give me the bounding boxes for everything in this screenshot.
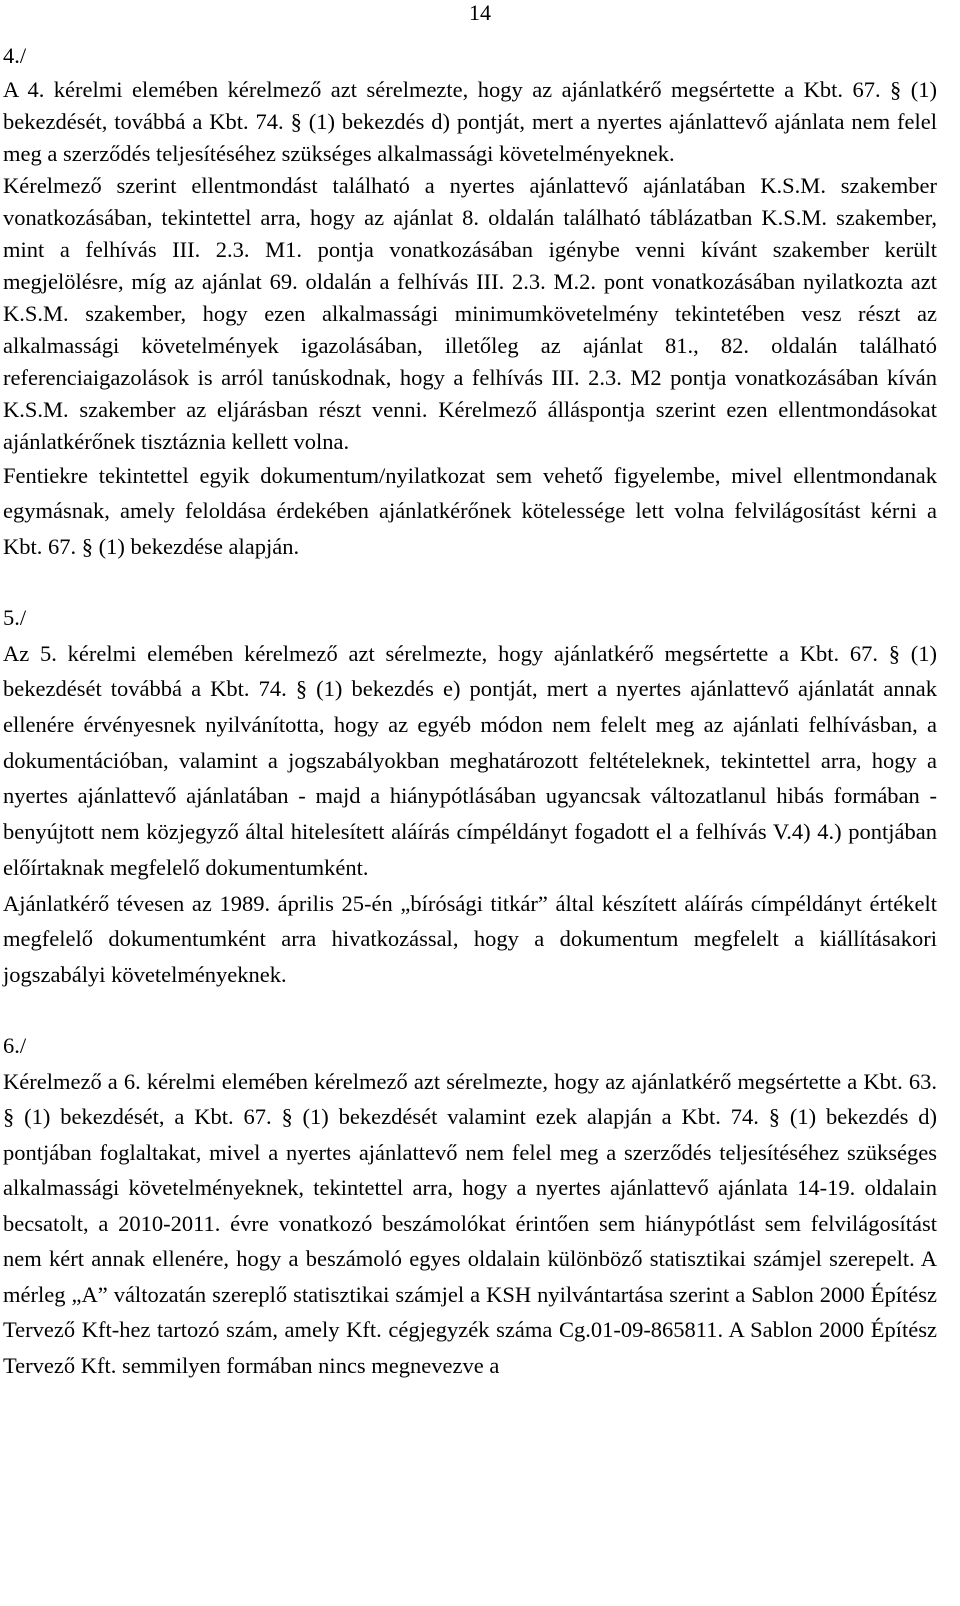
blank-line: [3, 993, 937, 1029]
paragraph: Kérelmező szerint ellentmondást található a nyertes ajánlattevő ajánlatában K.S.M. szakember vonatkozásában, tekintettel arra, hogy az ajánlat 8. oldalán található táblázatban K.S.M. szakember, mint a felhívás III. 2.3. M1. pontja vonatkozásában igénybe venni kívánt szakember került megjelölésre, míg az ajánlat 69. oldalán a felhívás III. 2.3. M.2. pont vonatkozásában nyilatkozta azt K.S.M. szakember, hogy ezen alkalmassági minimumkövetelmény tekintetében vesz részt az alkalmassági követelmények igazolásában, illetőleg az ajánlat 81., 82. oldalán található referenciaigazolások is arról tanúskodnak, hogy a felhívás III. 2.3. M2 pontja vonatkozásában kíván K.S.M. szakember az eljárásban részt venni. Kérelmező álláspontja szerint ezen ellentmondásokat ajánlatkérőnek tisztáznia kellett volna.: [3, 172, 937, 454]
paragraph: Kérelmező a 6. kérelmi elemében kérelmező azt sérelmezte, hogy az ajánlatkérő megsértette a Kbt. 63. § (1) bekezdését, a Kbt. 67. § (1) bekezdését valamint ezek alapján a Kbt. 74. § (1) bekezdés d) pontjában foglaltakat, mivel a nyertes ajánlattevő nem felel meg a szerződés teljesítéséhez szükséges alkalmassági követelményeknek, tekintettel arra, hogy a nyertes ajánlattevő ajánlata 14-19. oldalain becsatolt, a 2010-2011. évre vonatkozó beszámolókat érintően sem hiánypótlást sem felvilágosítást nem kért annak ellenére, hogy a beszámoló egyes oldalain különböző statisztikai számjel szerepelt. A mérleg „A” változatán szereplő statisztikai számjel a KSH nyilvántartása szerint a Sablon 2000 Építész Tervező Kft-hez tartozó szám, amely Kft. cégjegyzék száma Cg.01-09-865811. A Sablon 2000 Építész Tervező Kft. semmilyen formában nincs megnevezve a: [3, 1068, 937, 1378]
paragraph: Fentiekre tekintettel egyik dokumentum/nyilatkozat sem vehető figyelembe, mivel ellentmondanak egymásnak, amely feloldása érdekében ajánlatkérőnek kötelessége lett volna felvilágosítást kérni a Kbt. 67. § (1) bekezdése alapján.: [3, 462, 937, 559]
document-body: [3, 38, 937, 1383]
section-heading: 6./: [3, 1033, 27, 1059]
paragraph: Ajánlatkérő tévesen az 1989. április 25-én „bírósági titkár” által készített aláírás címpéldányt értékelt megfelelő dokumentumként arra hivatkozással, hogy a dokumentum megfelelt a kiállításakori jogszabályi követelményeknek.: [3, 890, 937, 987]
section-4: [3, 38, 937, 565]
section-heading: 5./: [3, 605, 27, 631]
blank-line: [3, 565, 937, 601]
section-5: [3, 600, 937, 993]
section-6: [3, 1028, 937, 1383]
page-number: 14: [469, 0, 491, 25]
paragraph: Az 5. kérelmi elemében kérelmező azt sérelmezte, hogy ajánlatkérő megsértette a Kbt. 67. § (1) bekezdését továbbá a Kbt. 74. § (1) bekezdés e) pontját, mert a nyertes ajánlattevő ajánlatát annak ellenére érvényesnek nyilvánította, hogy az egyéb módon nem felelt meg az ajánlati felhívásban, a dokumentációban, valamint a jogszabályokban meghatározott feltételeknek, tekintettel arra, hogy a nyertes ajánlattevő ajánlatában - majd a hiánypótlásában ugyancsak változatlanul hibás formában - benyújtott nem közjegyző által hitelesített aláírás címpéldányt fogadott el a felhívás V.4) 4.) pontjában előírtaknak megfelelő dokumentumként.: [3, 640, 937, 880]
paragraph: A 4. kérelmi elemében kérelmező azt sérelmezte, hogy az ajánlatkérő megsértette a Kbt. 67. § (1) bekezdését, továbbá a Kbt. 74. § (1) bekezdés d) pontját, mert a nyertes ajánlattevő ajánlata nem felel meg a szerződés teljesítéséhez szükséges alkalmassági követelményeknek.: [3, 76, 937, 166]
section-heading: 4./: [3, 43, 27, 68]
